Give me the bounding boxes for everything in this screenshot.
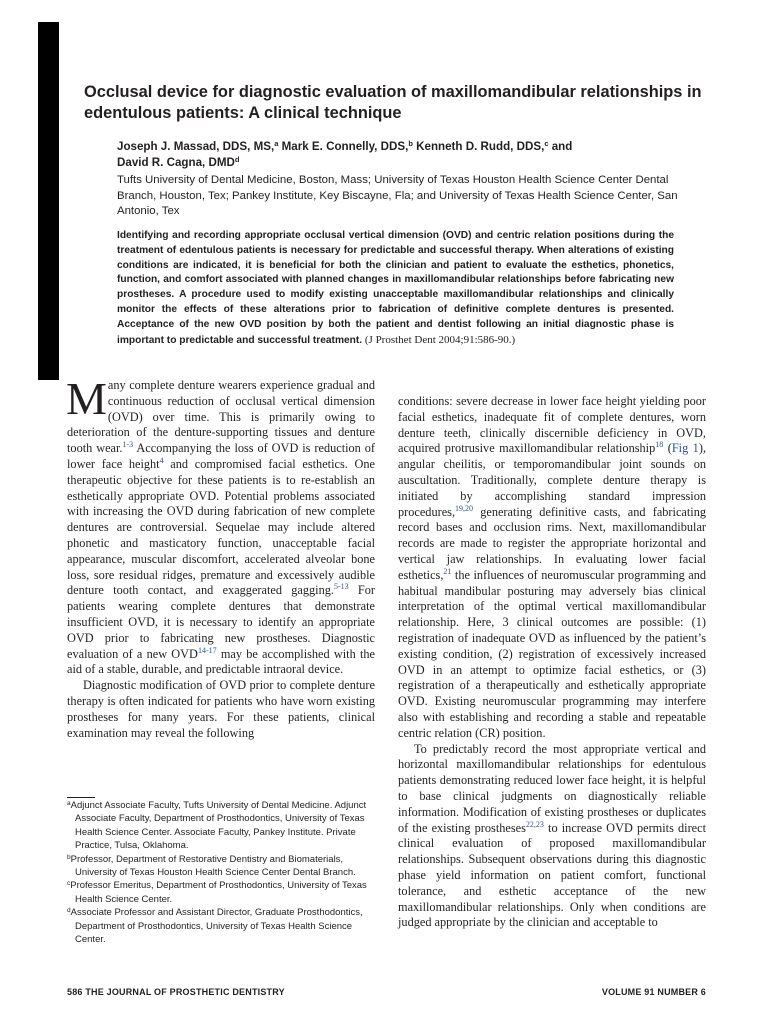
footer-journal: 586 THE JOURNAL OF PROSTHETIC DENTISTRY	[67, 987, 285, 997]
footnote: $^d$Associate Professor and Assistant Director, Graduate Prosthodontics, Department of Prosthodontics, University of Texas Health Science Center.	[67, 907, 363, 946]
body-column-right	[398, 394, 706, 931]
footnote-divider	[67, 797, 95, 798]
reference-link[interactable]: 19,20	[455, 503, 474, 513]
footnote: $^b$Professor, Department of Restorative Dentistry and Biomaterials, University of Texas Houston Health Science Center Dental Branch.	[67, 853, 356, 879]
author-list: Joseph J. Massad, DDS, MS,$^a$ Mark E. Connelly, DDS,$^b$ Kenneth D. Rudd, DDS,$^c$ and David R. Cagna, DMD$^d$	[117, 139, 573, 169]
reference-link[interactable]: 5-13	[333, 582, 349, 592]
reference-link[interactable]: 18	[655, 440, 664, 450]
paragraph: Many complete denture wearers experience gradual and continuous reduction of occlusal vertical dimension (OVD) over time. This is primarily owing to deterioration of the denture-supporting tissues and denture tooth wear.$^{1-3}$ Accompanying the loss of OVD is reduction of lower face height$^4$ and compromised facial esthetics. One therapeutic objective for these patients is to re-establish an esthetically appropriate OVD. Potential problems associated with increasing the OVD during fabrication of new complete dentures are controversial. Sequelae may include altered phonetic and masticatory function, unacceptable facial appearance, muscular discomfort, accelerated alveolar bone loss, sore residual ridges, premature and excessively audible denture tooth contact, and exaggerated gagging.$^{5-13}$ For patients wearing complete dentures that demonstrate insufficient OVD, it is necessary to identify an appropriate OVD prior to fabricating new prostheses. Diagnostic evaluation of a new OVD$^{14-17}$ may be accomplished with the aid of a stable, durable, and predictable intraoral device.	[66, 373, 376, 677]
author-cagna: David R. Cagna, DMD	[117, 156, 235, 169]
body-column-left	[66, 373, 376, 741]
abstract: Identifying and recording appropriate occlusal vertical dimension (OVD) and centric relation positions during the treatment of edentulous patients is necessary for predictable and successful therapy. When alterations of existing conditions are indicated, it is beneficial for both the clinician and patient to evaluate the esthetics, phonetics, function, and comfort associated with planned changes in maxillomandibular relationships before fabricating new prostheses. A procedure used to modify existing unacceptable maxillomandibular relationships and clinically monitor the effects of these alterations prior to fabrication of definitive complete dentures is presented. Acceptance of the new OVD position by both the patient and dentist following an initial diagnostic phase is important to predictable and successful treatment. (J Prosthet Dent 2004;91:586-90.)	[117, 230, 674, 346]
author-connelly: Mark E. Connelly, DDS,	[278, 140, 409, 153]
black-margin-bar	[38, 22, 59, 380]
drop-cap: M	[66, 373, 107, 424]
footnote: $^c$Professor Emeritus, Department of Prosthodontics, University of Texas Health Science Center.	[67, 880, 367, 905]
reference-link[interactable]: 14-17	[197, 645, 217, 655]
paragraph: Diagnostic modification of OVD prior to complete denture therapy is often indicated for patients who have worn existing prostheses for many years. For these patients, clinical examination may reveal the following	[67, 678, 375, 740]
footer-volume: VOLUME 91 NUMBER 6	[601, 987, 706, 997]
reference-link[interactable]: 22,23	[525, 819, 544, 829]
paragraph: To predictably record the most appropriate vertical and horizontal maxillomandibular relationships for edentulous patients demonstrating reduced lower face height, it is helpful to base clinical judgments on diagnostically reliable information. Modification of existing prostheses or duplicates of the existing prostheses$^{22,23}$ to increase OVD permits direct clinical evaluation of proposed maxillomandibular relationships. Subsequent observations during this diagnostic phase yield information on patient comfort, functional tolerance, and esthetic acceptance of the new maxillomandibular relationships. Only when conditions are judged appropriate by the clinician and acceptable to	[398, 741, 707, 930]
author-massad: Joseph J. Massad, DDS, MS,	[117, 140, 275, 153]
footnote: $^a$Adjunct Associate Faculty, Tufts University of Dental Medicine. Adjunct Associate Faculty, Department of Prosthodontics, University of Texas Health Science Center. Associate Faculty, Pankey Institute. Private Practice, Tulsa, Oklahoma.	[67, 800, 367, 852]
reference-link[interactable]: 1-3	[122, 440, 134, 450]
footnotes	[67, 799, 377, 946]
figure-link[interactable]: Fig 1	[671, 441, 699, 456]
author-rudd: Kenneth D. Rudd, DDS,	[412, 140, 545, 153]
reference-link[interactable]: 4	[159, 455, 164, 465]
affiliations: Tufts University of Dental Medicine, Boston, Mass; University of Texas Houston Health Science Center Dental Branch, Houston, Tex; Pankey Institute, Key Biscayne, Fla; and University of Texas Health Science Center, San Antonio, Tex	[117, 174, 678, 218]
reference-link[interactable]: 21	[443, 566, 452, 576]
paragraph: conditions: severe decrease in lower face height yielding poor facial esthetics, inadequate fit of complete dentures, worn denture teeth, clinically discernible deficiency in OVD, acquired protrusive maxillomandibular relationship$^{18}$ (Fig 1), angular cheilitis, or temporomandibular joint sounds on auscultation. Traditionally, complete denture therapy is initiated by accomplishing standard impression procedures,$^{19,20}$ generating definitive casts, and fabricating record bases and occlusion rims. Next, maxillomandibular records are made to register the appropriate horizontal and vertical jaw relationships. In evaluating lower facial esthetics,$^{21}$ the influences of neuromuscular programming and habitual mandibular posturing may adversely bias clinical interpretation of the optimal vertical maxillomandibular relationship. Here, 3 clinical outcomes are possible: (1) registration of inadequate OVD as influenced by the patient’s existing condition, (2) registration of excessively increased OVD in an attempt to optimize facial esthetics, or (3) registration of a therapeutically and esthetically appropriate OVD. Existing neuromuscular programming may interfere also with establishing and recording a stable and repeatable centric relation (CR) position.	[398, 394, 707, 740]
article-title: Occlusal device for diagnostic evaluation of maxillomandibular relationships in edentulous patients: A clinical technique	[84, 83, 702, 122]
citation: (J Prosthet Dent 2004;91:586-90.)	[362, 333, 516, 346]
